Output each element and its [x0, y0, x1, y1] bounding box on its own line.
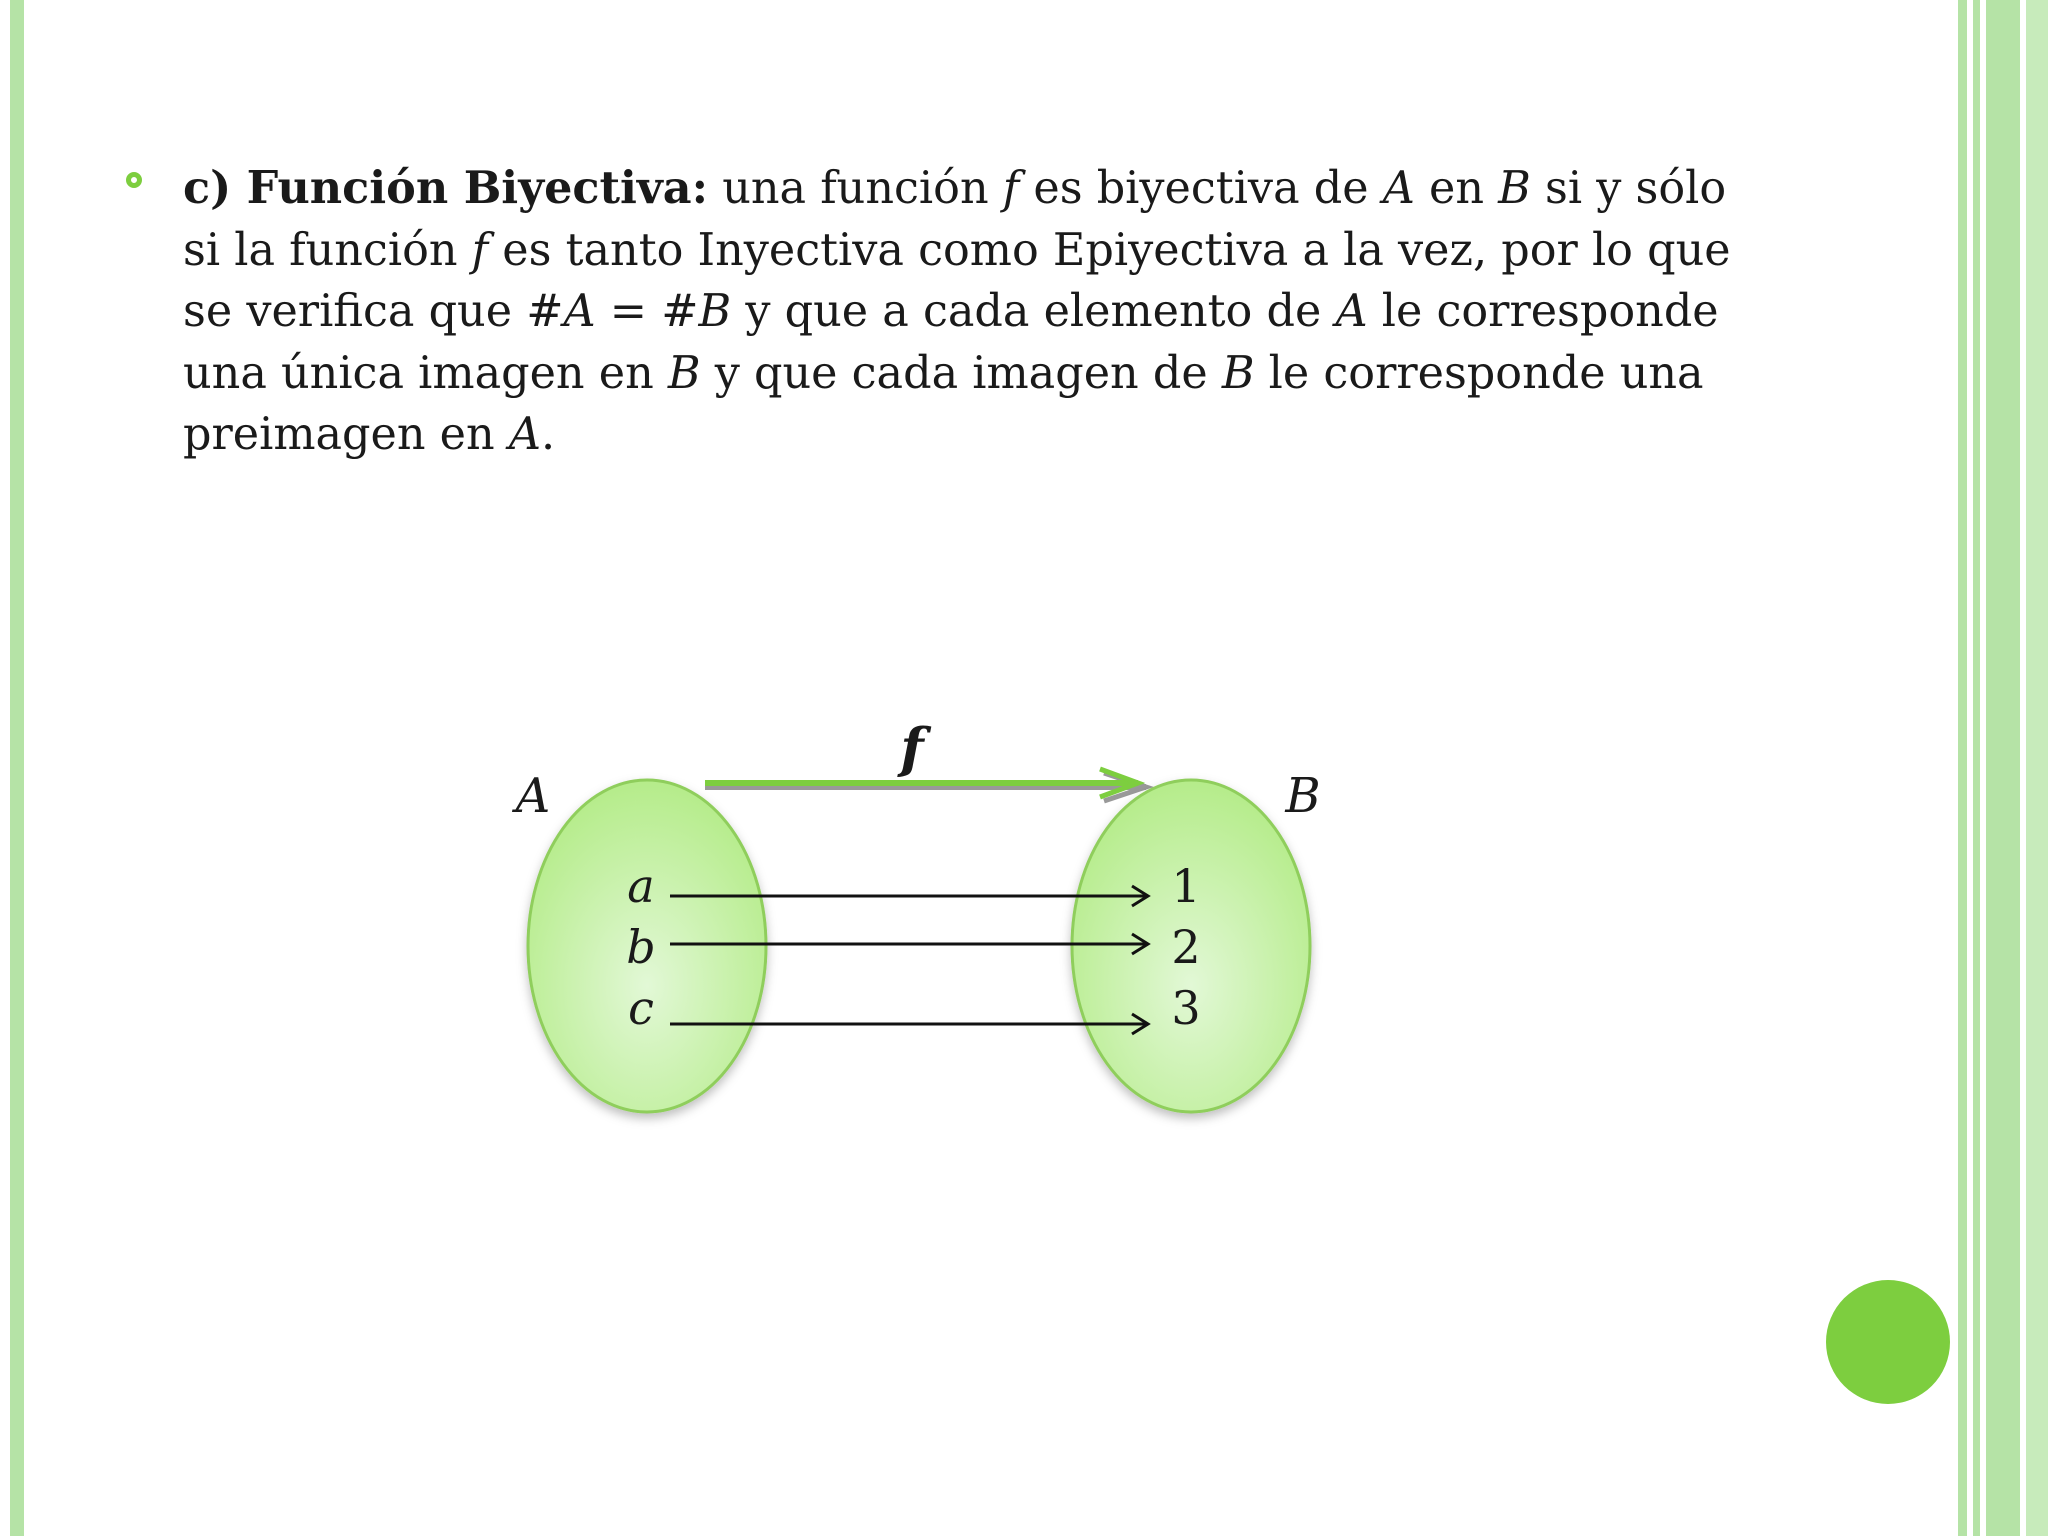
text-run: = #: [595, 286, 699, 337]
decorative-circle: [1826, 1280, 1950, 1404]
math-a: A: [1335, 286, 1368, 337]
definition-heading: c) Función Biyectiva:: [183, 162, 709, 214]
codomain-element-1: 1: [1171, 859, 1201, 913]
set-a-label: A: [515, 768, 551, 824]
codomain-element-2: 2: [1171, 920, 1201, 974]
text-run: es tanto Inyectiva como Epiyectiva a la vez, por lo que se verifica que #: [183, 224, 1731, 337]
text-run: y que cada imagen de: [700, 347, 1222, 399]
math-a: A: [563, 286, 596, 337]
text-run: le corresponde una única imagen en: [183, 286, 1719, 399]
text-run: una función: [708, 163, 1003, 214]
math-f: f: [1002, 163, 1020, 214]
math-b: B: [667, 347, 701, 399]
math-f: f: [471, 224, 489, 276]
domain-element-b: b: [626, 920, 656, 974]
math-a: A: [508, 409, 541, 460]
text-run: en: [1414, 163, 1499, 214]
math-b: B: [1498, 163, 1531, 214]
function-label: f: [900, 716, 924, 780]
math-b: B: [698, 286, 732, 337]
text-run: .: [540, 409, 556, 460]
text-run: es biyectiva de: [1019, 163, 1383, 214]
math-b: B: [1221, 347, 1255, 399]
text-run: si y sólo si la función: [183, 163, 1727, 276]
domain-element-c: c: [628, 981, 654, 1035]
text-run: y que a cada elemento de: [731, 286, 1336, 337]
domain-element-a: a: [627, 859, 655, 913]
codomain-element-3: 3: [1171, 981, 1201, 1035]
set-b-label: B: [1285, 768, 1321, 824]
math-a: A: [1382, 163, 1415, 214]
text-run: le corresponde una preimagen en: [183, 347, 1704, 460]
function-arrow: [705, 769, 1146, 801]
